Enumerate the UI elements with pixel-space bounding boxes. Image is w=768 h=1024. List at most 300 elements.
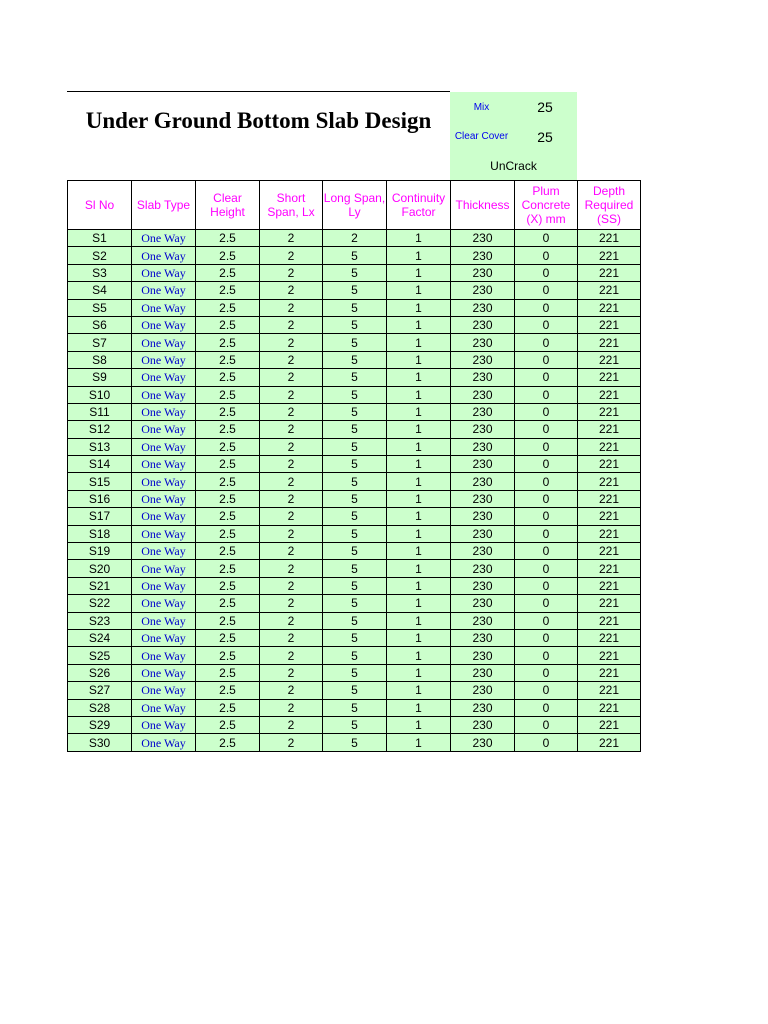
- table-row: [68, 699, 641, 716]
- cell-continuity-factor[interactable]: 1: [387, 247, 451, 264]
- sheet-title: Under Ground Bottom Slab Design: [85, 108, 432, 133]
- mix-value[interactable]: 25: [537, 99, 553, 115]
- table-row: [68, 612, 641, 629]
- cell-clear-height[interactable]: 2.5: [196, 299, 260, 316]
- cell-depth-required[interactable]: 221: [578, 508, 641, 525]
- cell-plum-concrete[interactable]: 0: [515, 264, 578, 281]
- cell-long-span[interactable]: 5: [323, 629, 387, 646]
- cell-depth-required[interactable]: 221: [578, 664, 641, 681]
- cell-clear-height[interactable]: 2.5: [196, 595, 260, 612]
- cell-long-span[interactable]: 2: [323, 230, 387, 247]
- cell-slab-type[interactable]: One Way: [132, 716, 196, 733]
- table-row: [68, 577, 641, 594]
- cell-sl-no[interactable]: S28: [68, 699, 132, 716]
- cell-short-span[interactable]: 2: [260, 699, 323, 716]
- cell-short-span[interactable]: 2: [260, 664, 323, 681]
- cell-depth-required[interactable]: 221: [578, 438, 641, 455]
- cell-sl-no[interactable]: S19: [68, 543, 132, 560]
- cell-continuity-factor[interactable]: 1: [387, 664, 451, 681]
- cell-sl-no[interactable]: S1: [68, 230, 132, 247]
- cell-short-span[interactable]: 2: [260, 316, 323, 333]
- cell-sl-no[interactable]: S20: [68, 560, 132, 577]
- table-row: [68, 334, 641, 351]
- cell-clear-height[interactable]: 2.5: [196, 386, 260, 403]
- cell-continuity-factor[interactable]: 1: [387, 508, 451, 525]
- cell-clear-height[interactable]: 2.5: [196, 647, 260, 664]
- table-row: [68, 369, 641, 386]
- col-short-span: Short Span, Lx: [260, 181, 323, 230]
- cell-slab-type[interactable]: One Way: [132, 543, 196, 560]
- cell-sl-no[interactable]: S4: [68, 282, 132, 299]
- cell-long-span[interactable]: 5: [323, 403, 387, 420]
- cell-depth-required[interactable]: 221: [578, 560, 641, 577]
- cell-short-span[interactable]: 2: [260, 473, 323, 490]
- cell-slab-type[interactable]: One Way: [132, 490, 196, 507]
- cell-depth-required[interactable]: 221: [578, 699, 641, 716]
- cell-long-span[interactable]: 5: [323, 351, 387, 368]
- clear-cover-label: Clear Cover: [454, 131, 509, 142]
- cell-short-span[interactable]: 2: [260, 299, 323, 316]
- cell-sl-no[interactable]: S25: [68, 647, 132, 664]
- clear-cover-param: [450, 122, 577, 151]
- cell-sl-no[interactable]: S10: [68, 386, 132, 403]
- cell-clear-height[interactable]: 2.5: [196, 456, 260, 473]
- cell-continuity-factor[interactable]: 1: [387, 543, 451, 560]
- cell-clear-height[interactable]: 2.5: [196, 734, 260, 751]
- cell-slab-type[interactable]: One Way: [132, 403, 196, 420]
- cell-plum-concrete[interactable]: 0: [515, 716, 578, 733]
- cell-slab-type[interactable]: One Way: [132, 682, 196, 699]
- cell-short-span[interactable]: 2: [260, 456, 323, 473]
- cell-short-span[interactable]: 2: [260, 334, 323, 351]
- cell-depth-required[interactable]: 221: [578, 543, 641, 560]
- cell-long-span[interactable]: 5: [323, 716, 387, 733]
- cell-depth-required[interactable]: 221: [578, 734, 641, 751]
- cell-short-span[interactable]: 2: [260, 525, 323, 542]
- cell-sl-no[interactable]: S2: [68, 247, 132, 264]
- cell-sl-no[interactable]: S15: [68, 473, 132, 490]
- cell-plum-concrete[interactable]: 0: [515, 456, 578, 473]
- cell-plum-concrete[interactable]: 0: [515, 682, 578, 699]
- header-row: [68, 181, 641, 230]
- cell-slab-type[interactable]: One Way: [132, 699, 196, 716]
- cell-continuity-factor[interactable]: 1: [387, 595, 451, 612]
- cell-slab-type[interactable]: One Way: [132, 264, 196, 281]
- cell-short-span[interactable]: 2: [260, 543, 323, 560]
- cell-thickness[interactable]: 230: [451, 386, 515, 403]
- cell-long-span[interactable]: 5: [323, 299, 387, 316]
- cell-long-span[interactable]: 5: [323, 525, 387, 542]
- cell-slab-type[interactable]: One Way: [132, 438, 196, 455]
- cell-sl-no[interactable]: S21: [68, 577, 132, 594]
- cell-slab-type[interactable]: One Way: [132, 316, 196, 333]
- cell-depth-required[interactable]: 221: [578, 647, 641, 664]
- cell-plum-concrete[interactable]: 0: [515, 473, 578, 490]
- cell-thickness[interactable]: 230: [451, 490, 515, 507]
- table-row: [68, 438, 641, 455]
- cell-slab-type[interactable]: One Way: [132, 456, 196, 473]
- cell-continuity-factor[interactable]: 1: [387, 386, 451, 403]
- cell-plum-concrete[interactable]: 0: [515, 334, 578, 351]
- cell-clear-height[interactable]: 2.5: [196, 508, 260, 525]
- cell-depth-required[interactable]: 221: [578, 595, 641, 612]
- cell-thickness[interactable]: 230: [451, 334, 515, 351]
- cell-short-span[interactable]: 2: [260, 716, 323, 733]
- cell-slab-type[interactable]: One Way: [132, 351, 196, 368]
- cell-continuity-factor[interactable]: 1: [387, 647, 451, 664]
- cell-short-span[interactable]: 2: [260, 386, 323, 403]
- cell-continuity-factor[interactable]: 1: [387, 351, 451, 368]
- cell-sl-no[interactable]: S17: [68, 508, 132, 525]
- cell-slab-type[interactable]: One Way: [132, 421, 196, 438]
- cell-long-span[interactable]: 5: [323, 386, 387, 403]
- cell-long-span[interactable]: 5: [323, 560, 387, 577]
- table-row: [68, 473, 641, 490]
- cell-sl-no[interactable]: S30: [68, 734, 132, 751]
- cell-long-span[interactable]: 5: [323, 456, 387, 473]
- cell-plum-concrete[interactable]: 0: [515, 299, 578, 316]
- cell-clear-height[interactable]: 2.5: [196, 682, 260, 699]
- cell-long-span[interactable]: 5: [323, 490, 387, 507]
- cell-clear-height[interactable]: 2.5: [196, 403, 260, 420]
- cell-sl-no[interactable]: S27: [68, 682, 132, 699]
- cell-long-span[interactable]: 5: [323, 682, 387, 699]
- cell-sl-no[interactable]: S22: [68, 595, 132, 612]
- cell-long-span[interactable]: 5: [323, 473, 387, 490]
- cell-thickness[interactable]: 230: [451, 577, 515, 594]
- cell-plum-concrete[interactable]: 0: [515, 282, 578, 299]
- cell-plum-concrete[interactable]: 0: [515, 595, 578, 612]
- cell-plum-concrete[interactable]: 0: [515, 734, 578, 751]
- cell-short-span[interactable]: 2: [260, 421, 323, 438]
- cell-slab-type[interactable]: One Way: [132, 282, 196, 299]
- cell-continuity-factor[interactable]: 1: [387, 560, 451, 577]
- cell-short-span[interactable]: 2: [260, 647, 323, 664]
- cell-short-span[interactable]: 2: [260, 682, 323, 699]
- cell-continuity-factor[interactable]: 1: [387, 473, 451, 490]
- cell-clear-height[interactable]: 2.5: [196, 664, 260, 681]
- cell-thickness[interactable]: 230: [451, 421, 515, 438]
- cell-depth-required[interactable]: 221: [578, 230, 641, 247]
- table-body: [68, 230, 641, 752]
- cell-thickness[interactable]: 230: [451, 629, 515, 646]
- cell-plum-concrete[interactable]: 0: [515, 490, 578, 507]
- cell-continuity-factor[interactable]: 1: [387, 525, 451, 542]
- cell-depth-required[interactable]: 221: [578, 577, 641, 594]
- cell-clear-height[interactable]: 2.5: [196, 369, 260, 386]
- cell-depth-required[interactable]: 221: [578, 525, 641, 542]
- cell-thickness[interactable]: 230: [451, 716, 515, 733]
- table-row: [68, 560, 641, 577]
- cell-short-span[interactable]: 2: [260, 282, 323, 299]
- cell-continuity-factor[interactable]: 1: [387, 369, 451, 386]
- cell-short-span[interactable]: 2: [260, 560, 323, 577]
- cell-slab-type[interactable]: One Way: [132, 334, 196, 351]
- cell-long-span[interactable]: 5: [323, 577, 387, 594]
- cell-sl-no[interactable]: S6: [68, 316, 132, 333]
- cell-depth-required[interactable]: 221: [578, 629, 641, 646]
- table-row: [68, 490, 641, 507]
- table-row: [68, 230, 641, 247]
- cell-plum-concrete[interactable]: 0: [515, 438, 578, 455]
- cell-clear-height[interactable]: 2.5: [196, 421, 260, 438]
- cell-slab-type[interactable]: One Way: [132, 595, 196, 612]
- cell-depth-required[interactable]: 221: [578, 334, 641, 351]
- cell-short-span[interactable]: 2: [260, 403, 323, 420]
- cell-short-span[interactable]: 2: [260, 351, 323, 368]
- cell-plum-concrete[interactable]: 0: [515, 525, 578, 542]
- table-row: [68, 682, 641, 699]
- cell-clear-height[interactable]: 2.5: [196, 543, 260, 560]
- cell-continuity-factor[interactable]: 1: [387, 403, 451, 420]
- cell-short-span[interactable]: 2: [260, 577, 323, 594]
- cell-sl-no[interactable]: S9: [68, 369, 132, 386]
- cell-sl-no[interactable]: S3: [68, 264, 132, 281]
- cell-clear-height[interactable]: 2.5: [196, 264, 260, 281]
- cell-thickness[interactable]: 230: [451, 525, 515, 542]
- cell-sl-no[interactable]: S29: [68, 716, 132, 733]
- cell-depth-required[interactable]: 221: [578, 386, 641, 403]
- cell-slab-type[interactable]: One Way: [132, 734, 196, 751]
- cell-clear-height[interactable]: 2.5: [196, 525, 260, 542]
- cell-thickness[interactable]: 230: [451, 473, 515, 490]
- cell-slab-type[interactable]: One Way: [132, 664, 196, 681]
- cell-thickness[interactable]: 230: [451, 560, 515, 577]
- clear-cover-value[interactable]: 25: [537, 128, 553, 145]
- cell-continuity-factor[interactable]: 1: [387, 334, 451, 351]
- cell-depth-required[interactable]: 221: [578, 403, 641, 420]
- cell-continuity-factor[interactable]: 1: [387, 282, 451, 299]
- cell-depth-required[interactable]: 221: [578, 421, 641, 438]
- cell-continuity-factor[interactable]: 1: [387, 299, 451, 316]
- cell-depth-required[interactable]: 221: [578, 456, 641, 473]
- cell-thickness[interactable]: 230: [451, 403, 515, 420]
- cell-long-span[interactable]: 5: [323, 647, 387, 664]
- cell-slab-type[interactable]: One Way: [132, 508, 196, 525]
- cell-continuity-factor[interactable]: 1: [387, 264, 451, 281]
- col-thickness: Thickness: [451, 181, 515, 230]
- cell-long-span[interactable]: 5: [323, 699, 387, 716]
- cell-slab-type[interactable]: One Way: [132, 577, 196, 594]
- cell-slab-type[interactable]: One Way: [132, 647, 196, 664]
- cell-clear-height[interactable]: 2.5: [196, 316, 260, 333]
- cell-slab-type[interactable]: One Way: [132, 247, 196, 264]
- cell-slab-type[interactable]: One Way: [132, 230, 196, 247]
- cell-thickness[interactable]: 230: [451, 264, 515, 281]
- cell-long-span[interactable]: 5: [323, 664, 387, 681]
- cell-short-span[interactable]: 2: [260, 734, 323, 751]
- cell-slab-type[interactable]: One Way: [132, 629, 196, 646]
- cell-short-span[interactable]: 2: [260, 629, 323, 646]
- cell-plum-concrete[interactable]: 0: [515, 543, 578, 560]
- cell-sl-no[interactable]: S13: [68, 438, 132, 455]
- cell-thickness[interactable]: 230: [451, 299, 515, 316]
- cell-plum-concrete[interactable]: 0: [515, 230, 578, 247]
- cell-depth-required[interactable]: 221: [578, 264, 641, 281]
- cell-clear-height[interactable]: 2.5: [196, 438, 260, 455]
- cell-depth-required[interactable]: 221: [578, 473, 641, 490]
- cell-continuity-factor[interactable]: 1: [387, 699, 451, 716]
- cell-plum-concrete[interactable]: 0: [515, 612, 578, 629]
- cell-plum-concrete[interactable]: 0: [515, 699, 578, 716]
- cell-plum-concrete[interactable]: 0: [515, 577, 578, 594]
- cell-continuity-factor[interactable]: 1: [387, 716, 451, 733]
- cell-plum-concrete[interactable]: 0: [515, 351, 578, 368]
- cell-plum-concrete[interactable]: 0: [515, 421, 578, 438]
- cell-short-span[interactable]: 2: [260, 438, 323, 455]
- cell-clear-height[interactable]: 2.5: [196, 716, 260, 733]
- cell-continuity-factor[interactable]: 1: [387, 490, 451, 507]
- cell-plum-concrete[interactable]: 0: [515, 560, 578, 577]
- col-depth-required: Depth Required (SS): [578, 181, 641, 230]
- cell-slab-type[interactable]: One Way: [132, 560, 196, 577]
- cell-continuity-factor[interactable]: 1: [387, 316, 451, 333]
- table-row: [68, 282, 641, 299]
- cell-continuity-factor[interactable]: 1: [387, 629, 451, 646]
- cell-thickness[interactable]: 230: [451, 664, 515, 681]
- cell-continuity-factor[interactable]: 1: [387, 421, 451, 438]
- cell-thickness[interactable]: 230: [451, 438, 515, 455]
- cell-continuity-factor[interactable]: 1: [387, 230, 451, 247]
- cell-long-span[interactable]: 5: [323, 543, 387, 560]
- cell-clear-height[interactable]: 2.5: [196, 560, 260, 577]
- cell-depth-required[interactable]: 221: [578, 612, 641, 629]
- table-row: [68, 647, 641, 664]
- cell-clear-height[interactable]: 2.5: [196, 577, 260, 594]
- cell-sl-no[interactable]: S24: [68, 629, 132, 646]
- cell-plum-concrete[interactable]: 0: [515, 629, 578, 646]
- cell-sl-no[interactable]: S26: [68, 664, 132, 681]
- cell-thickness[interactable]: 230: [451, 247, 515, 264]
- cell-long-span[interactable]: 5: [323, 264, 387, 281]
- cell-sl-no[interactable]: S7: [68, 334, 132, 351]
- cell-long-span[interactable]: 5: [323, 734, 387, 751]
- cell-thickness[interactable]: 230: [451, 508, 515, 525]
- cell-continuity-factor[interactable]: 1: [387, 456, 451, 473]
- cell-short-span[interactable]: 2: [260, 230, 323, 247]
- table-row: [68, 456, 641, 473]
- cell-thickness[interactable]: 230: [451, 612, 515, 629]
- cell-thickness[interactable]: 230: [451, 456, 515, 473]
- cell-short-span[interactable]: 2: [260, 595, 323, 612]
- cell-long-span[interactable]: 5: [323, 247, 387, 264]
- cell-continuity-factor[interactable]: 1: [387, 577, 451, 594]
- cell-depth-required[interactable]: 221: [578, 282, 641, 299]
- cell-thickness[interactable]: 230: [451, 369, 515, 386]
- cell-slab-type[interactable]: One Way: [132, 612, 196, 629]
- cell-long-span[interactable]: 5: [323, 316, 387, 333]
- cell-long-span[interactable]: 5: [323, 421, 387, 438]
- table-row: [68, 299, 641, 316]
- cell-slab-type[interactable]: One Way: [132, 386, 196, 403]
- cell-clear-height[interactable]: 2.5: [196, 490, 260, 507]
- cell-depth-required[interactable]: 221: [578, 316, 641, 333]
- cell-sl-no[interactable]: S5: [68, 299, 132, 316]
- cell-slab-type[interactable]: One Way: [132, 525, 196, 542]
- cell-short-span[interactable]: 2: [260, 369, 323, 386]
- cell-depth-required[interactable]: 221: [578, 247, 641, 264]
- cell-continuity-factor[interactable]: 1: [387, 734, 451, 751]
- cell-clear-height[interactable]: 2.5: [196, 230, 260, 247]
- cell-plum-concrete[interactable]: 0: [515, 664, 578, 681]
- cell-clear-height[interactable]: 2.5: [196, 334, 260, 351]
- cell-long-span[interactable]: 5: [323, 508, 387, 525]
- cell-plum-concrete[interactable]: 0: [515, 403, 578, 420]
- crack-condition[interactable]: UnCrack: [450, 151, 577, 181]
- cell-thickness[interactable]: 230: [451, 682, 515, 699]
- cell-clear-height[interactable]: 2.5: [196, 351, 260, 368]
- cell-sl-no[interactable]: S14: [68, 456, 132, 473]
- cell-continuity-factor[interactable]: 1: [387, 438, 451, 455]
- cell-thickness[interactable]: 230: [451, 351, 515, 368]
- cell-long-span[interactable]: 5: [323, 334, 387, 351]
- cell-plum-concrete[interactable]: 0: [515, 316, 578, 333]
- cell-short-span[interactable]: 2: [260, 264, 323, 281]
- cell-clear-height[interactable]: 2.5: [196, 473, 260, 490]
- cell-short-span[interactable]: 2: [260, 508, 323, 525]
- cell-short-span[interactable]: 2: [260, 490, 323, 507]
- cell-thickness[interactable]: 230: [451, 282, 515, 299]
- cell-thickness[interactable]: 230: [451, 595, 515, 612]
- cell-slab-type[interactable]: One Way: [132, 369, 196, 386]
- cell-long-span[interactable]: 5: [323, 612, 387, 629]
- cell-long-span[interactable]: 5: [323, 369, 387, 386]
- cell-thickness[interactable]: 230: [451, 316, 515, 333]
- cell-long-span[interactable]: 5: [323, 595, 387, 612]
- col-sl-no: Sl No: [68, 181, 132, 230]
- cell-sl-no[interactable]: S8: [68, 351, 132, 368]
- col-plum-concrete: Plum Concrete (X) mm: [515, 181, 578, 230]
- cell-clear-height[interactable]: 2.5: [196, 629, 260, 646]
- cell-long-span[interactable]: 5: [323, 438, 387, 455]
- cell-thickness[interactable]: 230: [451, 543, 515, 560]
- cell-clear-height[interactable]: 2.5: [196, 247, 260, 264]
- cell-sl-no[interactable]: S23: [68, 612, 132, 629]
- cell-thickness[interactable]: 230: [451, 230, 515, 247]
- cell-continuity-factor[interactable]: 1: [387, 682, 451, 699]
- slab-table: [67, 180, 641, 752]
- cell-continuity-factor[interactable]: 1: [387, 612, 451, 629]
- cell-sl-no[interactable]: S12: [68, 421, 132, 438]
- cell-clear-height[interactable]: 2.5: [196, 699, 260, 716]
- cell-clear-height[interactable]: 2.5: [196, 282, 260, 299]
- cell-depth-required[interactable]: 221: [578, 682, 641, 699]
- cell-depth-required[interactable]: 221: [578, 490, 641, 507]
- mix-label: Mix: [473, 101, 490, 113]
- cell-plum-concrete[interactable]: 0: [515, 247, 578, 264]
- cell-thickness[interactable]: 230: [451, 699, 515, 716]
- cell-sl-no[interactable]: S18: [68, 525, 132, 542]
- cell-thickness[interactable]: 230: [451, 647, 515, 664]
- cell-plum-concrete[interactable]: 0: [515, 369, 578, 386]
- cell-depth-required[interactable]: 221: [578, 716, 641, 733]
- cell-plum-concrete[interactable]: 0: [515, 508, 578, 525]
- cell-sl-no[interactable]: S16: [68, 490, 132, 507]
- cell-clear-height[interactable]: 2.5: [196, 612, 260, 629]
- cell-depth-required[interactable]: 221: [578, 299, 641, 316]
- cell-long-span[interactable]: 5: [323, 282, 387, 299]
- cell-depth-required[interactable]: 221: [578, 351, 641, 368]
- cell-short-span[interactable]: 2: [260, 247, 323, 264]
- cell-slab-type[interactable]: One Way: [132, 473, 196, 490]
- cell-thickness[interactable]: 230: [451, 734, 515, 751]
- cell-plum-concrete[interactable]: 0: [515, 386, 578, 403]
- cell-depth-required[interactable]: 221: [578, 369, 641, 386]
- cell-plum-concrete[interactable]: 0: [515, 647, 578, 664]
- cell-slab-type[interactable]: One Way: [132, 299, 196, 316]
- cell-short-span[interactable]: 2: [260, 612, 323, 629]
- cell-sl-no[interactable]: S11: [68, 403, 132, 420]
